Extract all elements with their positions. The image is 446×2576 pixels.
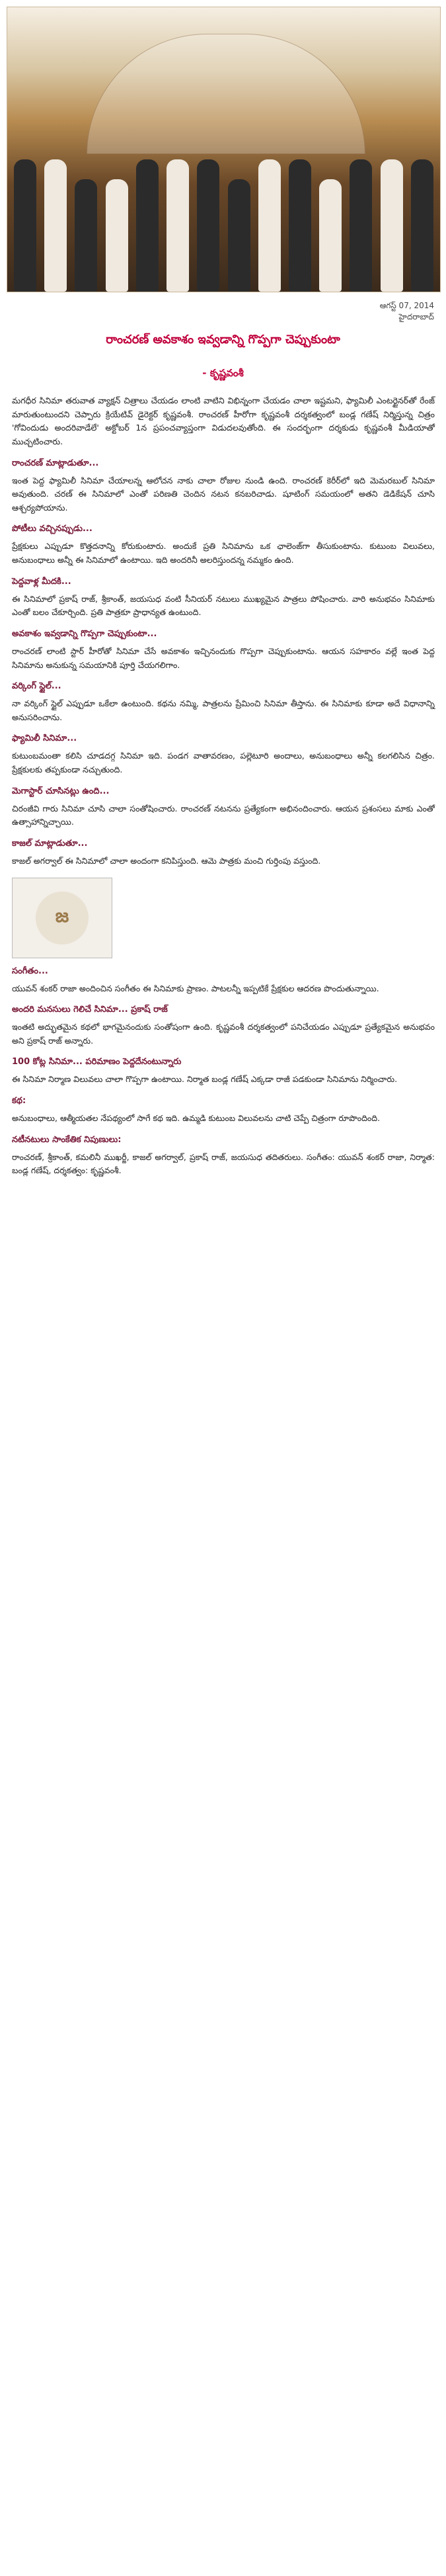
paragraph: యువన్ శంకర్ రాజా అందించిన సంగీతం ఈ సినిమాకు ప్రాణం. పాటలన్నీ ఇప్పటికే ప్రేక్షకుల ఆదరణ పొందుతున్నాయి. [12, 983, 379, 993]
person [167, 159, 189, 292]
section-heading: పోటీలు వచ్చినప్పుడు... [12, 524, 93, 534]
inline-poster-image [12, 878, 112, 958]
person [197, 159, 219, 292]
person [75, 179, 97, 292]
person [319, 179, 342, 292]
section-heading: ఫ్యామిలీ సినిమా... [12, 733, 77, 744]
paragraph: ఇంతటి అద్భుతమైన కథలో భాగమైనందుకు సంతోషంగా ఉంది. కృష్ణవంశీ దర్శకత్వంలో పనిచేయడం ఎప్పుడూ ప్రత్యేకమైన అనుభవం అని ప్రకాష్ రాజ్ అన్నారు. [12, 1022, 435, 1046]
section-heading: వర్కింగ్ స్టైల్... [12, 681, 61, 692]
event-photo [7, 7, 441, 292]
person [106, 179, 128, 292]
article-headline: రాంచరణ్ అవకాశం ఇవ్వడాన్ని గొప్పగా చెప్పుకుంటా [106, 333, 340, 347]
person [44, 159, 67, 292]
paragraph: అనుబంధాలు, ఆత్మీయతల నేపథ్యంలో సాగే కథ ఇది. ఉమ్మడి కుటుంబ విలువలను చాటి చెప్పే చిత్రంగా రూపొందింది. [12, 1113, 381, 1123]
section-heading: పెద్దవాళ్ల మీదకి... [12, 576, 71, 587]
paragraph: చిరంజీవి గారు సినిమా చూసి చాలా సంతోషించారు. రాంచరణ్ నటనను ప్రత్యేకంగా అభినందించారు. ఆయన ప్రశంసలు మాకు ఎంతో ఉత్సాహాన్నిచ్చాయి. [12, 803, 435, 827]
paragraph: ఇంత పెద్ద ఫ్యామిలీ సినిమా చేయాలన్న ఆలోచన నాకు చాలా రోజుల నుండి ఉంది. రాంచరణ్ కెరీర్‌లో ఇది మెమరబుల్ సినిమా అవుతుంది. చరణ్ ఈ సినిమాలో ఎంతో పరిణతి చెందిన నటన కనబరిచాడు. షూటింగ్ సమయంలో అతని డెడికేషన్ చూసి ఆశ్చర్యపోయాను. [12, 475, 435, 513]
paragraph: ప్రేక్షకులు ఎప్పుడూ కొత్తదనాన్ని కోరుకుంటారు. అందుకే ప్రతి సినిమాను ఒక ఛాలెంజ్‌గా తీసుకుంటాను. కుటుంబ విలువలు, అనుబంధాలు అన్నీ ఈ సినిమాలో ఉంటాయి. ఇది అందరినీ అలరిస్తుందన్న నమ్మకం ఉంది. [12, 541, 435, 565]
person [136, 159, 159, 292]
paragraph: రాంచరణ్ లాంటి స్టార్ హీరోతో సినిమా చేసే అవకాశం ఇచ్చినందుకు గొప్పగా చెప్పుకుంటాను. ఆయన సహకారం వల్లే ఇంత పెద్ద సినిమాను అనుకున్న సమయానికి పూర్తి చేయగలిగాం. [12, 645, 435, 670]
section-heading: రాంచరణ్ మాట్లాడుతూ... [12, 458, 99, 468]
paragraph: రాంచరణ్, శ్రీకాంత్, కమలినీ ముఖర్జీ, కాజల్ అగర్వాల్, ప్రకాష్ రాజ్, జయసుధ తదితరులు. సంగీతం: యువన్ శంకర్ రాజా, నిర్మాత: బండ్ల గణేష్, దర్శకత్వం: కృష్ణవంశీ. [12, 1151, 435, 1176]
paragraph: ఈ సినిమా నిర్మాణ విలువలు చాలా గొప్పగా ఉంటాయి. నిర్మాత బండ్ల గణేష్ ఎక్కడా రాజీ పడకుండా సినిమాను నిర్మించారు. [12, 1074, 398, 1085]
article-body [12, 390, 435, 1187]
article-date: ఆగస్ట్ 07, 2014 [379, 301, 434, 310]
section-heading: సంగీతం... [12, 966, 48, 976]
section-heading: నటీనటులు సాంకేతిక నిపుణులు: [12, 1134, 122, 1145]
article-place: హైదరాబాద్ [398, 312, 434, 321]
paragraph: కుటుంబమంతా కలిసి చూడదగ్గ సినిమా ఇది. పండగ వాతావరణం, పల్లెటూరి అందాలు, అనుబంధాలు అన్నీ కలగలిసిన చిత్రం. ప్రేక్షకులకు తప్పకుండా నచ్చుతుంది. [12, 751, 435, 774]
section-heading: అందరి మనసులు గెలిచే సినిమా... ప్రకాష్ రాజ్ [12, 1005, 168, 1015]
section-heading: 100 కోట్ల సినిమా... పరిమాణం పెద్దదేనంటున్నారు [12, 1057, 182, 1067]
person [228, 179, 250, 292]
logo-icon: జ [36, 892, 89, 944]
person [411, 159, 433, 292]
person [14, 159, 36, 292]
section-heading: అవకాశం ఇవ్వడాన్ని గొప్పగా చెప్పుకుంటా... [12, 628, 157, 639]
person [381, 159, 403, 292]
section-heading: కథ: [12, 1096, 26, 1106]
paragraph: ఈ సినిమాలో ప్రకాష్ రాజ్, శ్రీకాంత్, జయసుధ వంటి సీనియర్ నటులు ముఖ్యమైన పాత్రలు పోషించారు. వారి అనుభవం సినిమాకు ఎంతో బలం చేకూర్చింది. ప్రతి పాత్రకూ ప్రాధాన్యత ఉంటుంది. [12, 593, 435, 618]
section-heading: కాజల్ మాట్లాడుతూ... [12, 838, 88, 849]
section-heading: మెగాస్టార్ చూసినట్లు ఉంది... [12, 786, 110, 796]
people-row [7, 113, 440, 292]
article-byline: - కృష్ణవంశీ [202, 367, 244, 379]
paragraph: నా వర్కింగ్ స్టైల్ ఎప్పుడూ ఒకేలా ఉంటుంది. కథను నమ్మి, పాత్రలను ప్రేమించి సినిమా తీస్తాను. ఈ సినిమాకు కూడా అదే విధానాన్ని అనుసరించాను. [12, 698, 435, 722]
paragraph: కాజల్ అగర్వాల్ ఈ సినిమాలో చాలా అందంగా కనిపిస్తుంది. ఆమె పాత్రకు మంచి గుర్తింపు వస్తుంది. [12, 855, 321, 866]
person [289, 159, 311, 292]
person [350, 159, 372, 292]
person [258, 159, 281, 292]
paragraph: మగధీర సినిమా తరువాత వ్యాక్షన్ చిత్రాలు చేయడం లాంటి వాటిని విభిన్నంగా చేయడం చాలా ఇష్టమని, ఫ్యామిలీ ఎంటర్టైనర్‌తో రేంజ్ మారుతుంటుందని చెప్పారు క్రియేటివ్ డైరెక్టర్ కృష్ణవంశీ. రాంచరణ్ హీరోగా కృష్ణవంశీ దర్శకత్వంలో బండ్ల గణేష్ నిర్మిస్తున్న చిత్రం 'గోవిందుడు అందరివాడేలే' అక్టోబర్ 1న ప్రపంచవ్యాప్తంగా విడుదలవుతోంది. ఈ సందర్భంగా దర్శకుడు కృష్ణవంశీ మీడియాతో ముచ్చటించారు. [12, 395, 435, 446]
